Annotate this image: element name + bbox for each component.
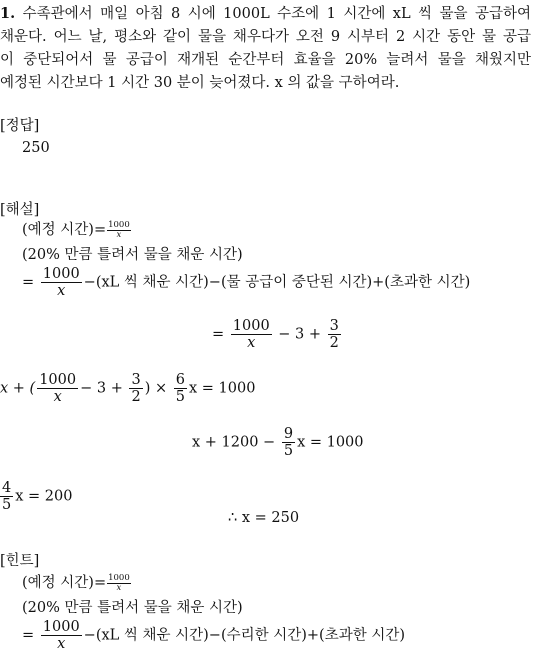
fraction [107, 574, 131, 593]
fraction-numerator: 1000 [232, 318, 270, 334]
fraction [174, 372, 187, 405]
fraction-numerator: 3 [329, 318, 339, 334]
answer-value: 250 [22, 140, 50, 156]
hint-line-1 [22, 573, 132, 593]
problem-text-1: 수족관에서 매일 아침 8 시에 1000L 수조에 1 시간에 xL 씩 물을 공급하여 [22, 6, 532, 22]
fraction-denominator: x [57, 283, 66, 299]
problem-line-1 [0, 4, 531, 24]
fraction-denominator: 5 [283, 443, 294, 459]
fraction [231, 318, 272, 351]
fraction-denominator: x [53, 389, 62, 405]
solution-line-6 [192, 426, 364, 459]
fraction-numerator: 9 [283, 426, 294, 442]
equals-sign: = [22, 274, 35, 291]
solution-line-7 [0, 480, 72, 513]
solution-line-1 [22, 220, 132, 240]
fraction-denominator: 2 [329, 335, 339, 351]
fraction [282, 426, 295, 459]
solution-line-8: ∴ x = 250 [228, 510, 300, 526]
fraction-denominator: x [116, 229, 122, 240]
solution-line-3 [22, 266, 470, 299]
solution-line-3-rest: −(xL 씩 채운 시간)−(물 공급이 중단된 시간)+(초과한 시간) [83, 274, 471, 291]
hint-line-3 [22, 619, 405, 652]
fraction-numerator: 6 [175, 372, 185, 388]
fraction-numerator: 1000 [39, 372, 77, 388]
fraction [41, 266, 82, 299]
solution-line-5-c: ) × [144, 380, 168, 397]
fraction-numerator: 1000 [42, 619, 80, 635]
hint-label: [힌트] [0, 553, 40, 569]
fraction-denominator: 5 [2, 497, 12, 513]
fraction-denominator: x [247, 335, 256, 351]
hint-line-1-prefix: (예정 시간)= [22, 575, 107, 591]
solution-line-5-a: x + ( [0, 380, 36, 397]
fraction-numerator: 1000 [108, 219, 130, 230]
equals-sign: = [22, 627, 35, 644]
fraction [129, 372, 142, 405]
fraction-numerator: 1000 [108, 572, 130, 583]
fraction-numerator: 3 [131, 372, 141, 388]
fraction-denominator: 2 [131, 389, 141, 405]
solution-line-7-b: x = 200 [15, 488, 73, 505]
answer-label: [정답] [0, 118, 40, 134]
solution-line-6-b: x = 1000 [297, 434, 364, 451]
solution-line-1-prefix: (예정 시간)= [22, 222, 107, 238]
fraction-numerator: 1000 [42, 266, 80, 282]
fraction [37, 372, 78, 405]
fraction-denominator: x [116, 582, 122, 593]
fraction [107, 221, 131, 240]
equals-sign: = [212, 326, 225, 343]
solution-label: [해설] [0, 202, 40, 218]
hint-line-2: (20% 만큼 틀려서 물을 채운 시간) [22, 600, 243, 616]
fraction [0, 480, 13, 513]
fraction [328, 318, 341, 351]
fraction-denominator: x [57, 636, 66, 652]
solution-line-6-a: x + 1200 − [192, 434, 276, 451]
fraction [41, 619, 82, 652]
solution-line-5-d: x = 1000 [188, 380, 256, 397]
solution-line-4-mid: − 3 + [278, 326, 322, 343]
problem-line-3: 이 중단되어서 물 공급이 재개된 순간부터 효율을 20% 늘려서 물을 채웠지만 [0, 52, 531, 68]
hint-line-3-rest: −(xL 씩 채운 시간)−(수리한 시간)+(초과한 시간) [83, 627, 406, 644]
solution-line-4 [212, 318, 343, 351]
problem-number: 1. [0, 5, 16, 22]
solution-line-5-b: − 3 + [80, 380, 123, 397]
problem-line-4: 예정된 시간보다 1 시간 30 분이 늦어졌다. x 의 값을 구하여라. [0, 75, 400, 91]
fraction-denominator: 5 [175, 389, 185, 405]
solution-line-5 [0, 372, 255, 405]
solution-line-2: (20% 만큼 틀려서 물을 채운 시간) [22, 247, 243, 263]
problem-line-2: 채운다. 어느 날, 평소와 같이 물을 채우다가 오전 9 시부터 2 시간 동안 물 공급 [0, 29, 531, 45]
fraction-numerator: 4 [2, 480, 12, 496]
